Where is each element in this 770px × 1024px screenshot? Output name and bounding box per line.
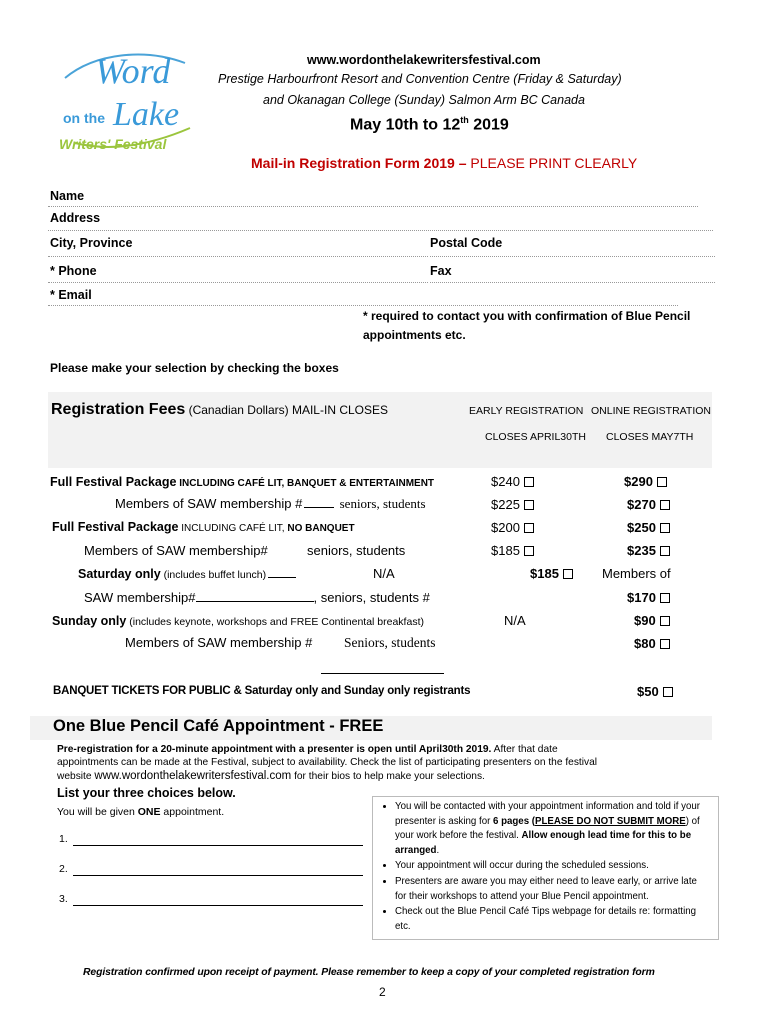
full-package-row: Full Festival Package INCLUDING CAFÉ LIT, BANQUET & ENTERTAINMENT [50,475,435,489]
banquet-row: BANQUET TICKETS FOR PUBLIC & Saturday only and Sunday only registrants [53,685,471,697]
blue-pencil-intro-1: Pre-registration for a 20-minute appointment with a presenter is open until April30th 2019. After that date [57,744,558,755]
choice-1-field[interactable] [73,845,363,846]
choice-3-label: 3. [59,893,68,905]
fees-heading: Registration Fees (Canadian Dollars) MAIL-IN CLOSES [51,401,388,418]
saw-member-row-1: Members of SAW membership # seniors, students [115,496,426,511]
festival-url: www.wordonthelakewritersfestival.com [307,53,541,67]
fax-field[interactable] [430,282,715,283]
address-field[interactable] [48,230,713,231]
choice-2-label: 2. [59,863,68,875]
saw-member-2-online[interactable]: $235 [627,543,670,558]
city-field[interactable] [48,256,428,257]
checkbox-icon[interactable] [524,546,534,556]
saturday-na: N/A [373,566,395,581]
blue-pencil-info-box [372,796,719,940]
given-note: You will be given ONE appointment. [57,806,225,818]
saw-member-4-underline[interactable] [321,673,444,674]
saw-member-2-early[interactable]: $185 [491,543,534,558]
saw-member-1-online[interactable]: $270 [627,497,670,512]
blue-pencil-intro-2: appointments can be made at the Festival, subject to availability. Check the list of participating presenters on the festival [57,757,598,768]
saw-member-row-2-tail: seniors, students [307,543,406,558]
checkbox-icon[interactable] [657,477,667,487]
choices-heading: List your three choices below. [57,786,236,800]
saw-member-4-online[interactable]: $80 [634,636,670,651]
choice-2-field[interactable] [73,875,363,876]
required-note-2: appointments etc. [363,328,466,342]
checkbox-icon[interactable] [660,616,670,626]
full-no-banquet-online[interactable]: $250 [627,520,670,535]
saturday-early[interactable]: $185 [530,566,573,581]
required-note-1: * required to contact you with confirmation of Blue Pencil [363,309,691,323]
checkbox-icon[interactable] [660,593,670,603]
page-number: 2 [379,985,386,999]
logo-on-the: on the [63,110,105,126]
banquet-price[interactable]: $50 [637,684,673,699]
online-col-header: ONLINE REGISTRATION [591,405,711,417]
address-label: Address [50,211,101,225]
logo-word: Word [95,51,171,91]
checkbox-icon[interactable] [660,523,670,533]
list-item: • Presenters are aware you may either need to leave early, or arrive late for their workshops to attend your Blue Pencil appointment. [395,875,710,904]
full-no-banquet-row: Full Festival Package INCLUDING CAFÉ LIT, NO BANQUET [52,520,355,534]
blue-pencil-heading: One Blue Pencil Café Appointment - FREE [53,717,384,735]
saw-member-3-online[interactable]: $170 [627,590,670,605]
logo-lake: Lake [113,96,180,133]
saturday-members-label: Members of [602,566,671,581]
venue-line-2: and Okanagan College (Sunday) Salmon Arm BC Canada [263,93,585,107]
saw-member-row-4: Members of SAW membership # [125,635,313,650]
sunday-row: Sunday only (includes keynote, workshops and FREE Continental breakfast) [52,614,424,628]
name-field[interactable] [48,206,698,207]
saw-member-1-early[interactable]: $225 [491,497,534,512]
selection-note: Please make your selection by checking the boxes [50,361,339,375]
choice-1-label: 1. [59,833,68,845]
full-package-online[interactable]: $290 [624,474,667,489]
phone-label: * Phone [50,264,97,278]
city-label: City, Province [50,236,133,250]
checkbox-icon[interactable] [660,546,670,556]
list-item: • You will be contacted with your appointment information and told if your presenter is asking for 6 pages (PLEASE DO NOT SUBMIT MORE) of your work before the festival. Allow enough lead time for this to be arranged. [395,800,710,858]
list-item: • Check out the Blue Pencil Café Tips webpage for details re: formatting etc. [395,905,710,934]
email-label: * Email [50,288,92,302]
list-item: • Your appointment will occur during the scheduled sessions. [395,859,710,874]
checkbox-icon[interactable] [663,687,673,697]
choice-3-field[interactable] [73,905,363,906]
festival-dates: May 10th to 12th 2019 [350,115,509,134]
checkbox-icon[interactable] [524,523,534,533]
checkbox-icon[interactable] [660,500,670,510]
full-package-early[interactable]: $240 [491,474,534,489]
online-col-sub: CLOSES MAY7TH [606,431,694,443]
fax-label: Fax [430,264,452,278]
festival-logo [55,48,195,158]
phone-field[interactable] [48,282,428,283]
early-col-sub: CLOSES APRIL30TH [485,431,586,443]
blue-pencil-info-list [379,800,710,934]
saw-member-row-4-tail: Seniors, students [344,635,436,650]
checkbox-icon[interactable] [563,569,573,579]
postal-field[interactable] [430,256,715,257]
venue-line-1: Prestige Harbourfront Resort and Convention Centre (Friday & Saturday) [218,72,622,86]
checkbox-icon[interactable] [524,477,534,487]
postal-label: Postal Code [430,236,503,250]
footer-note: Registration confirmed upon receipt of payment. Please remember to keep a copy of your completed registration form [83,967,655,978]
checkbox-icon[interactable] [660,639,670,649]
form-title: Mail-in Registration Form 2019 – PLEASE PRINT CLEARLY [251,155,638,171]
early-col-header: EARLY REGISTRATION [469,405,584,417]
logo-writers-festival: Writers' Festival [59,136,167,152]
full-no-banquet-early[interactable]: $200 [491,520,534,535]
sunday-na: N/A [504,613,526,628]
saturday-row: Saturday only (includes buffet lunch) [78,567,296,581]
name-label: Name [50,189,85,203]
checkbox-icon[interactable] [524,500,534,510]
email-field[interactable] [48,305,678,306]
sunday-online[interactable]: $90 [634,613,670,628]
saw-member-row-2: Members of SAW membership# [84,543,268,558]
saw-member-row-3: SAW membership# , seniors, students # [84,590,430,605]
blue-pencil-intro-3: website www.wordonthelakewritersfestival.com for their bios to help make your selections. [57,770,485,782]
